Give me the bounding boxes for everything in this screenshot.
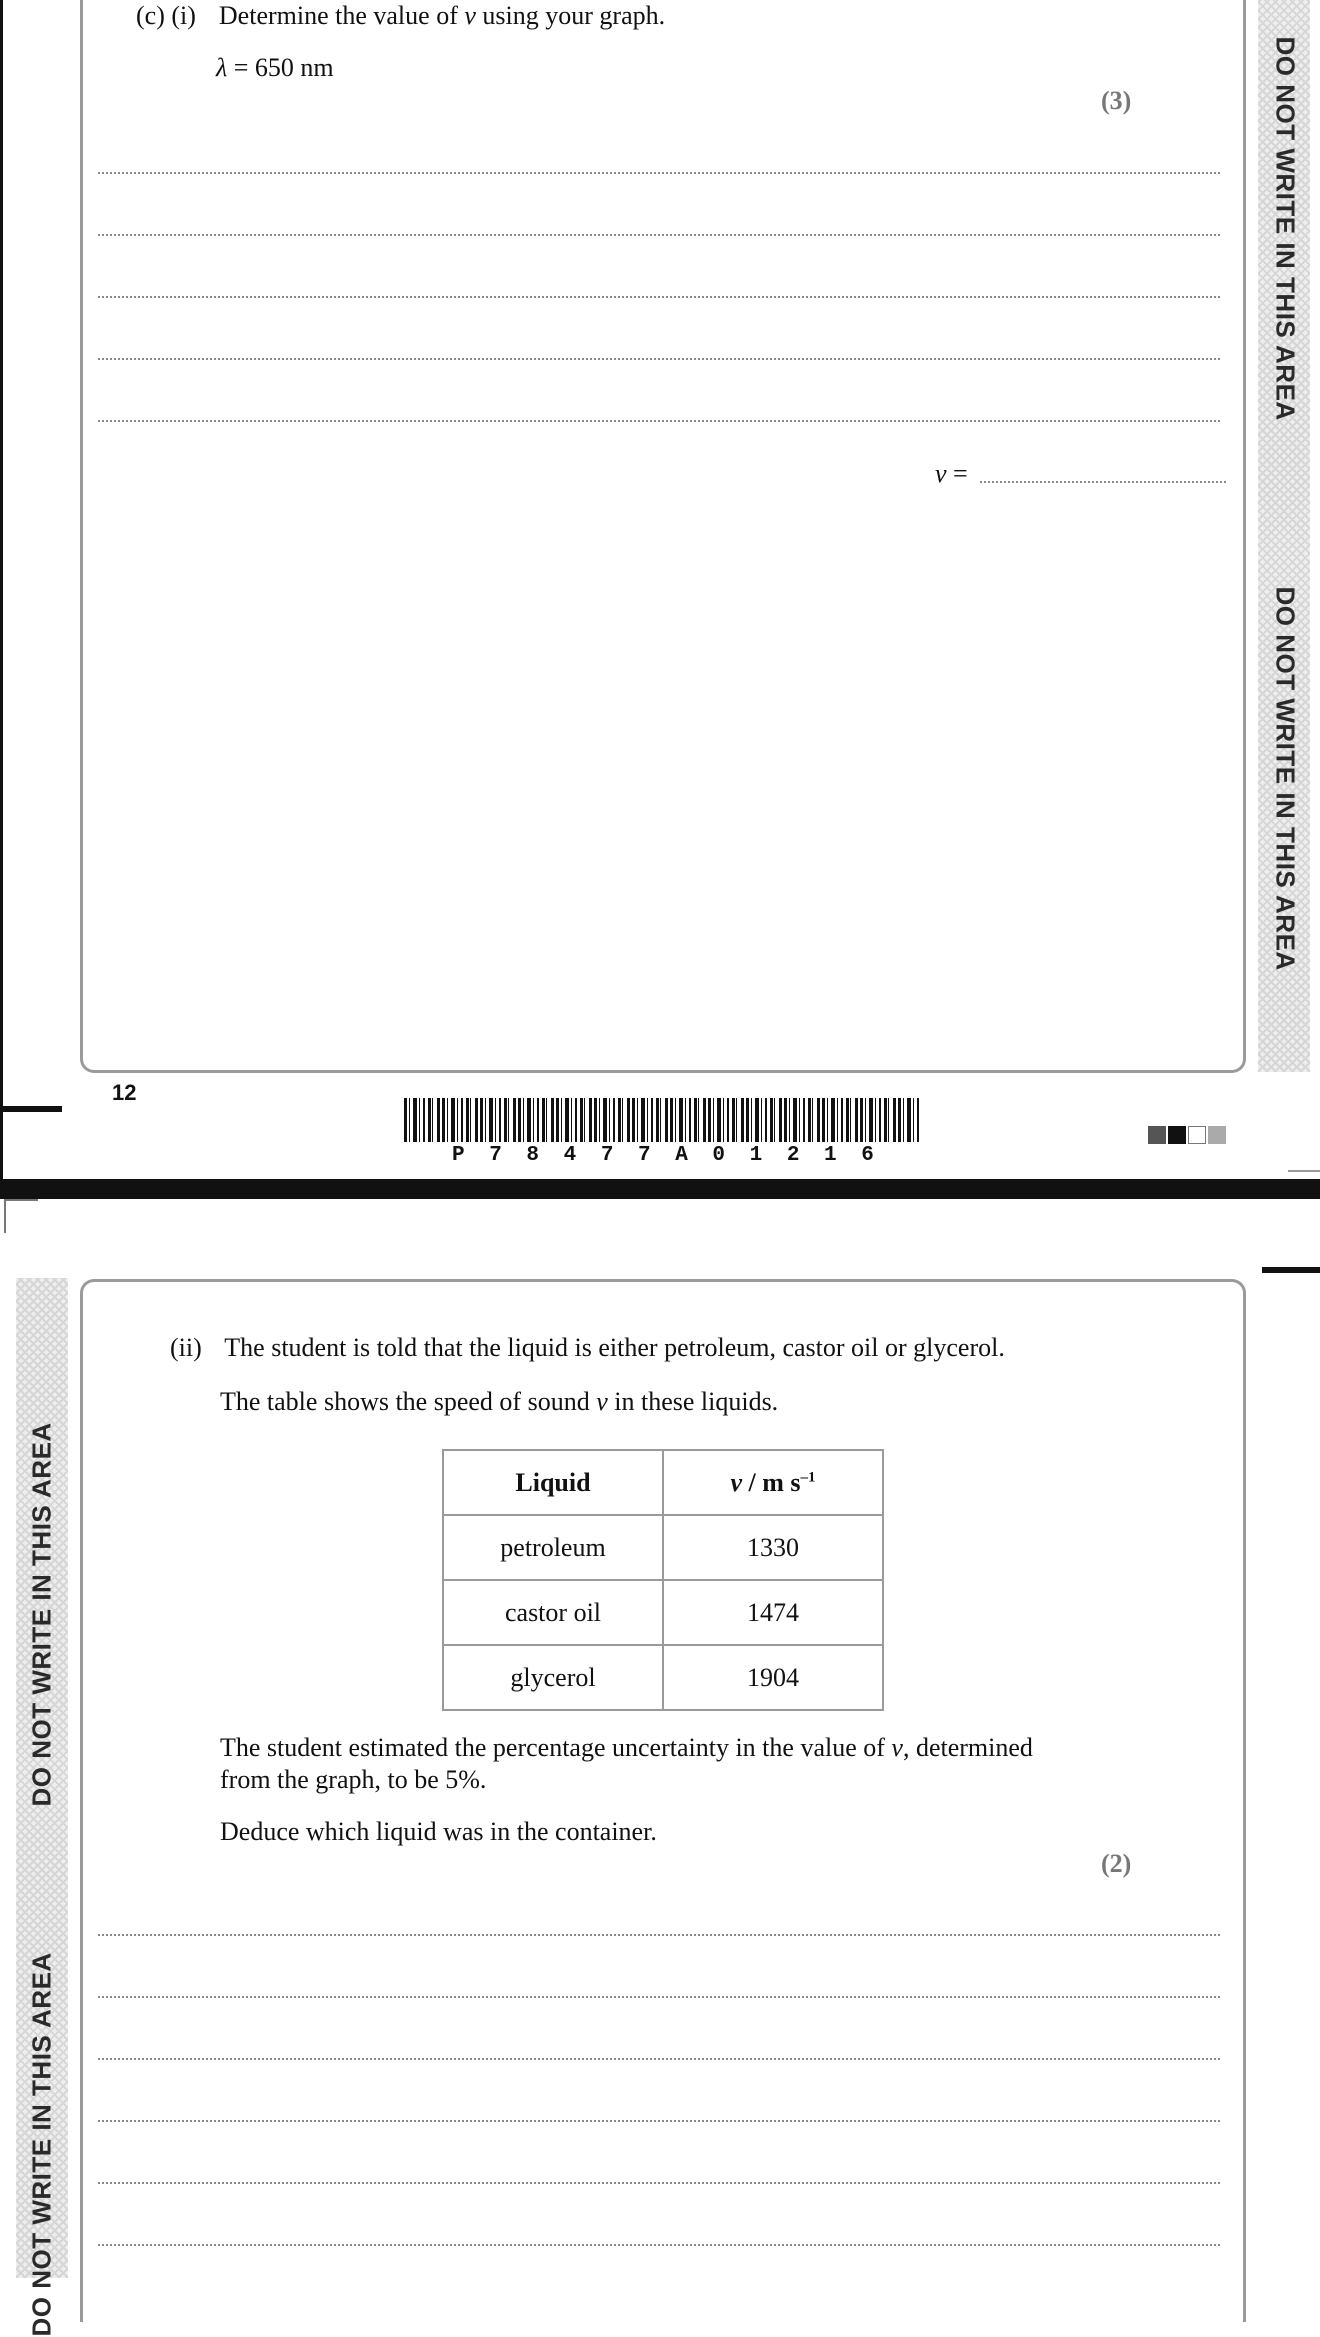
uncertainty-paragraph <box>220 1732 1120 1796</box>
speed-cell: 1474 <box>663 1580 883 1645</box>
answer-line-1[interactable] <box>98 172 1220 174</box>
page-indicator-squares <box>1148 1126 1226 1144</box>
liquid-cell: glycerol <box>443 1645 663 1710</box>
crop-mark-left <box>4 1199 6 1233</box>
liquid-cell: petroleum <box>443 1515 663 1580</box>
barcode-image <box>404 1098 920 1142</box>
para-line2: from the graph, to be 5%. <box>220 1765 487 1794</box>
page-top-left-edge <box>0 0 3 1185</box>
footer-left-bar <box>0 1106 62 1112</box>
footer-right-line <box>1288 1170 1320 1172</box>
header-liquid: Liquid <box>443 1450 663 1515</box>
line2-variable: v <box>596 1387 608 1416</box>
question-c-i-label: (c) (i) <box>136 1 196 30</box>
answer-line-11[interactable] <box>98 2244 1220 2246</box>
speed-cell: 1330 <box>663 1515 883 1580</box>
answer-line-4[interactable] <box>98 358 1220 360</box>
header-speed-unit: / m s <box>742 1467 801 1497</box>
answer-box-c-ii <box>80 1279 1246 2322</box>
deduce-instruction: Deduce which liquid was in the container. <box>220 1817 657 1846</box>
answer-line-3[interactable] <box>98 296 1220 298</box>
header-speed-exponent: –1 <box>800 1468 816 1485</box>
answer-v-line[interactable] <box>980 481 1226 483</box>
table-header-row <box>443 1450 883 1515</box>
answer-line-9[interactable] <box>98 2120 1220 2122</box>
question-c-ii-line1 <box>170 1332 1170 1364</box>
question-c-ii-label: (ii) <box>170 1333 202 1362</box>
question-c-i <box>136 0 1036 32</box>
indicator-square-1 <box>1148 1126 1166 1144</box>
indicator-square-2 <box>1168 1126 1186 1144</box>
crop-mark-left-h <box>4 1199 38 1201</box>
answer-line-5[interactable] <box>98 420 1220 422</box>
question-c-ii-intro: The student is told that the liquid is either petroleum, castor oil or glycerol. <box>224 1333 1005 1362</box>
speed-cell: 1904 <box>663 1645 883 1710</box>
answer-line-8[interactable] <box>98 2058 1220 2060</box>
answer-v-variable: v <box>935 459 947 488</box>
indicator-square-3 <box>1188 1126 1206 1144</box>
answer-line-10[interactable] <box>98 2182 1220 2184</box>
table-row <box>443 1515 883 1580</box>
page-divider <box>0 1179 1320 1199</box>
do-not-write-warning-bottom-2: DO NOT WRITE IN THIS AREA <box>26 1952 57 2337</box>
question-c-i-text-after: using your graph. <box>475 1 666 30</box>
do-not-write-warning-top-2: DO NOT WRITE IN THIS AREA <box>1270 586 1301 971</box>
line2-post: in these liquids. <box>607 1387 779 1416</box>
line2-pre: The table shows the speed of sound <box>220 1387 597 1416</box>
question-c-ii-line2 <box>220 1386 1120 1418</box>
question-c-i-variable: v <box>464 1 476 30</box>
para-variable: v <box>891 1733 903 1762</box>
table-row <box>443 1580 883 1645</box>
lambda-symbol: λ <box>216 53 228 82</box>
para-post: , determined <box>902 1733 1033 1762</box>
para-pre: The student estimated the percentage uncertainty in the value of <box>220 1733 892 1762</box>
answer-v-label <box>935 458 968 490</box>
indicator-square-4 <box>1208 1126 1226 1144</box>
answer-v-equals: = <box>946 459 968 488</box>
marks-c-ii: (2) <box>1101 1849 1132 1878</box>
speed-of-sound-table <box>442 1449 884 1711</box>
do-not-write-warning-top-1: DO NOT WRITE IN THIS AREA <box>1270 36 1301 421</box>
table-row <box>443 1645 883 1710</box>
marks-c-i: (3) <box>1101 86 1132 115</box>
header-speed <box>663 1450 883 1515</box>
do-not-write-warning-bottom-1: DO NOT WRITE IN THIS AREA <box>26 1422 57 1807</box>
answer-line-2[interactable] <box>98 234 1220 236</box>
question-c-i-text: Determine the value of <box>218 1 465 30</box>
answer-line-6[interactable] <box>98 1934 1220 1936</box>
answer-box-c-i <box>80 0 1246 1073</box>
header-right-bar <box>1262 1267 1320 1273</box>
answer-line-7[interactable] <box>98 1996 1220 1998</box>
barcode-text: P 7 8 4 7 7 A 0 1 2 1 6 <box>452 1144 880 1167</box>
wavelength-given <box>216 52 334 84</box>
liquid-cell: castor oil <box>443 1580 663 1645</box>
page-number: 12 <box>112 1080 137 1105</box>
header-speed-variable: v <box>730 1467 743 1497</box>
lambda-value: = 650 nm <box>227 53 334 82</box>
